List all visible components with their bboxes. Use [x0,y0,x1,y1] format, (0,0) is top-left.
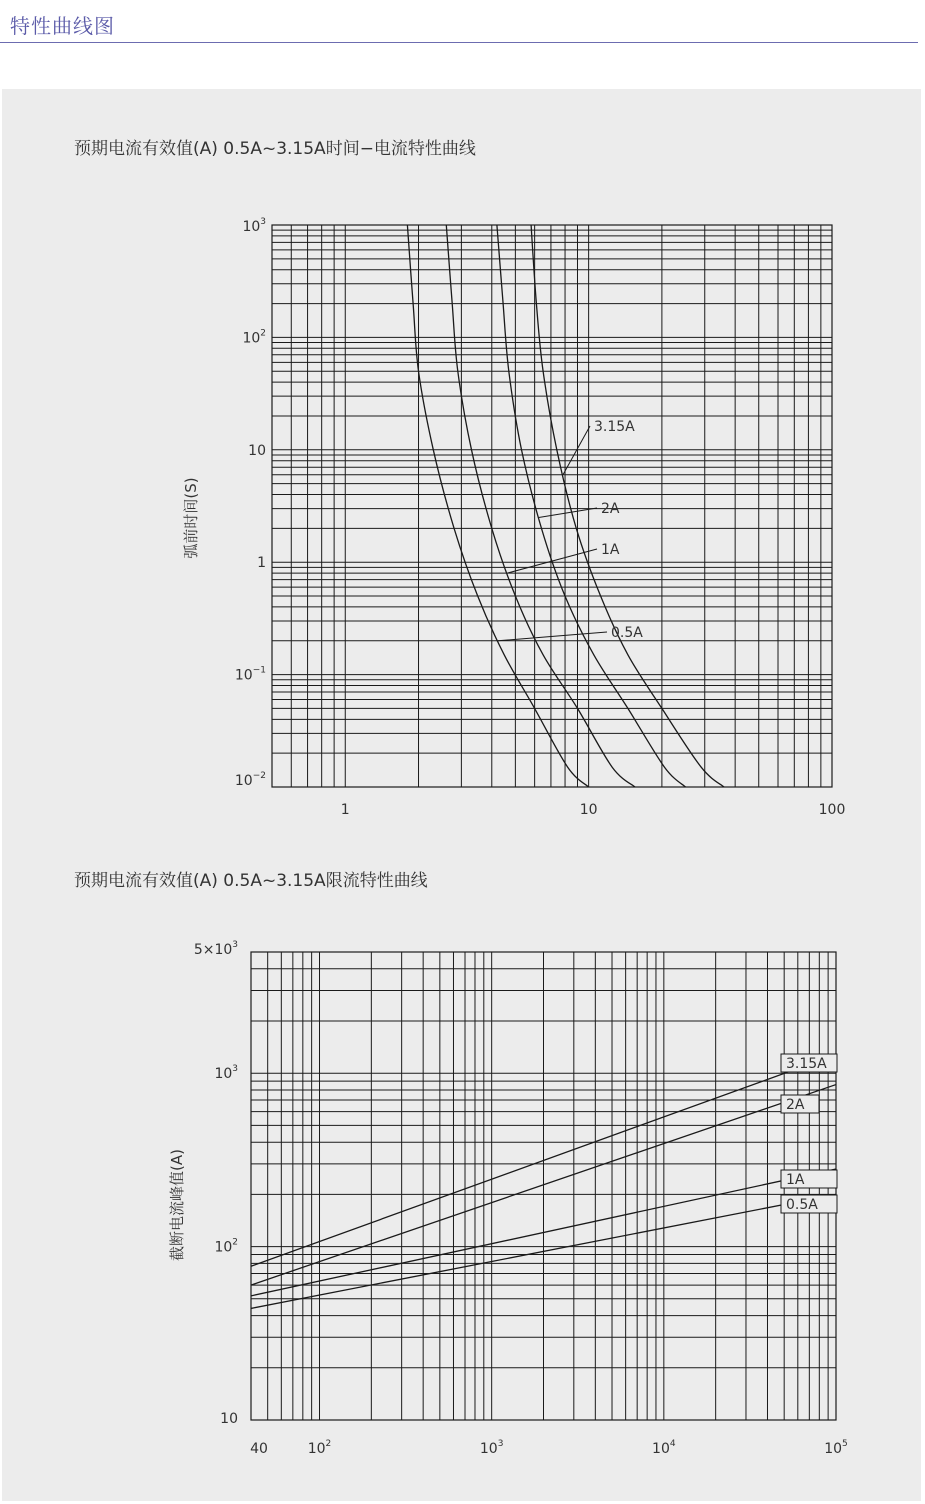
chart1-y-tick-label: $10^{-2}$ [234,771,266,789]
page-title: 特性曲线图 [10,14,115,38]
chart1-series-label: 3.15A [594,419,635,435]
chart2-x-tick-label: $10^2$ [307,1439,332,1457]
chart1-y-tick-label: $10^{-1}$ [234,665,266,684]
chart1-y-tick-label: 10 [248,442,266,459]
chart1-series-line-3.15A [531,225,724,787]
chart1-x-tick-label: 10 [579,802,598,818]
chart2-y-tick-label: $10^2$ [214,1237,238,1256]
chart2-series-label: 3.15A [786,1056,827,1072]
chart1-y-tick-label: $10^2$ [242,328,266,347]
chart1-x-tick-label: 1 [340,802,350,818]
chart1-series-label: 2A [601,501,620,517]
chart2-x-tick-label: 40 [250,1441,268,1457]
chart1-series-line-2A [497,225,686,787]
chart1-y-tick-label: 1 [257,555,266,572]
chart1-y-axis-label: 弧前时间(S) [182,477,200,559]
chart1-y-tick-label: $10^3$ [242,217,266,235]
chart2-x-tick-label: $10^4$ [652,1439,676,1457]
chart1-series-label: 1A [601,542,620,558]
chart2-series-label: 1A [786,1172,805,1188]
chart2-series-label: 2A [786,1097,805,1113]
chart1-plot-frame [272,225,832,787]
chart2-series-label: 0.5A [786,1197,818,1213]
chart2-x-tick-label: $10^3$ [479,1439,504,1457]
chart-title-current-limiting: 预期电流有效值(A) 0.5A~3.15A限流特性曲线 [74,871,428,891]
chart1-x-tick-label: 100 [818,802,846,818]
chart2-y-tick-label: $5\times 10^3$ [193,940,238,958]
chart2-x-tick-label: $10^5$ [824,1439,848,1457]
chart2-y-tick-label: 10 [220,1411,238,1427]
chart1-label-leader [498,632,607,641]
chart1-label-leader [507,549,597,573]
chart1-series-line-0.5A [407,225,588,787]
chart2-y-axis-label: 截断电流峰值(A) [168,1149,186,1261]
chart2-y-tick-label: $10^3$ [214,1064,238,1083]
chart1-series-label: 0.5A [611,625,643,641]
chart-title-time-current: 预期电流有效值(A) 0.5A~3.15A时间−电流特性曲线 [74,139,476,159]
